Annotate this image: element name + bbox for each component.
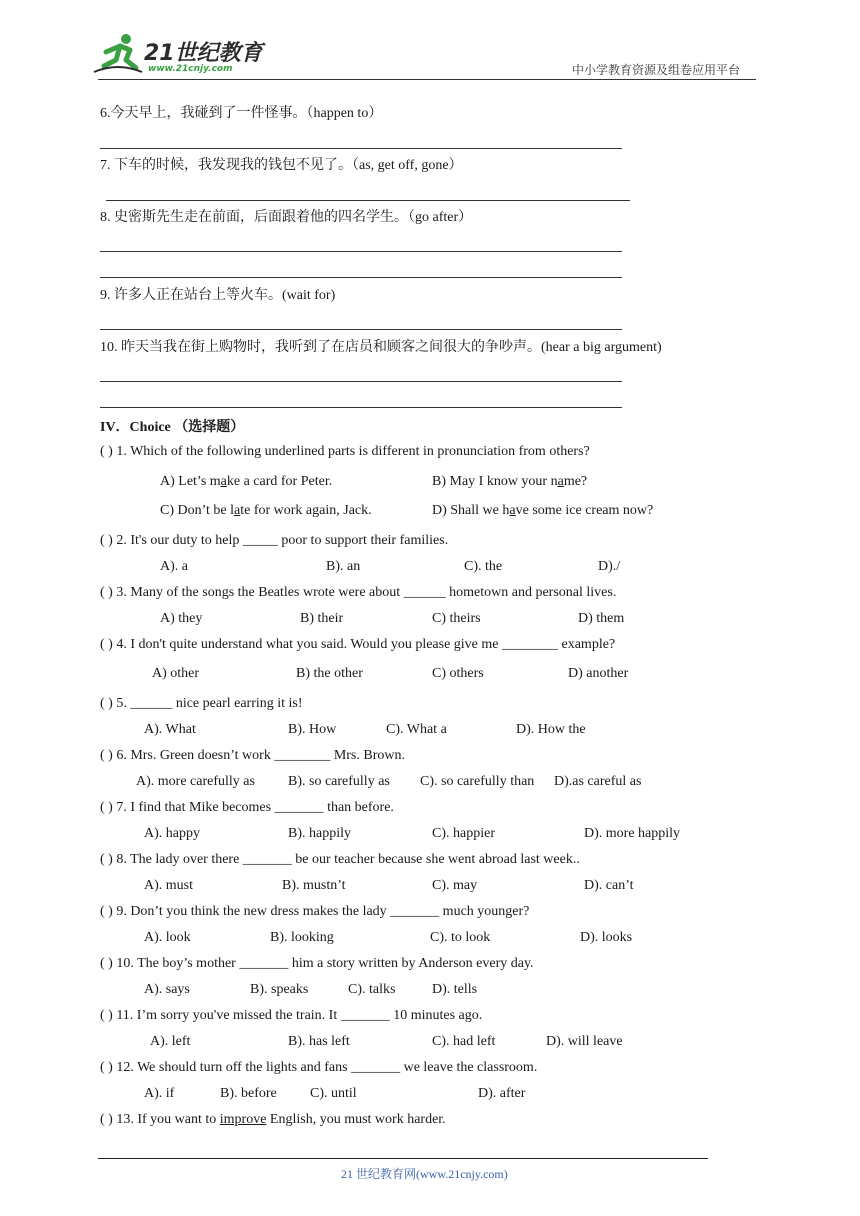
question-stem: ( ) 6. Mrs. Green doesn’t work ________ Mrs. Brown. xyxy=(100,748,405,763)
question-stem: ( ) 9. Don’t you think the new dress makes the lady _______ much younger? xyxy=(100,904,530,919)
translation-q6: 6.今天早上，我碰到了一件怪事。（happen to） xyxy=(100,106,383,121)
option-d: D). more happily xyxy=(584,826,681,841)
question-stem: ( ) 10. The boy’s mother _______ him a story written by Anderson every day. xyxy=(100,956,534,971)
option-d: D) Shall we have some ice cream now? xyxy=(432,503,654,518)
option-c: C). may xyxy=(432,878,478,893)
answer-line xyxy=(100,329,622,330)
option-a: A). more carefully as xyxy=(136,774,255,789)
option-c: C). to look xyxy=(430,930,491,945)
option-d: D). will leave xyxy=(546,1034,623,1049)
option-d: D)./ xyxy=(598,559,621,574)
option-a: A). look xyxy=(144,930,191,945)
answer-line xyxy=(100,407,622,408)
header-platform-text: 中小学教育资源及组卷应用平台 xyxy=(572,63,741,77)
section-title: IV．Choice （选择题） xyxy=(100,420,245,435)
option-c: C) others xyxy=(432,666,484,681)
footer-text[interactable]: 21 世纪教育网(www.21cnjy.com) xyxy=(341,1167,508,1181)
option-c: C). the xyxy=(464,559,503,574)
footer-rule xyxy=(98,1158,708,1159)
question-stem: ( ) 5. ______ nice pearl earring it is! xyxy=(100,696,303,711)
translation-q8: 8. 史密斯先生走在前面，后面跟着他的四名学生。（go after） xyxy=(100,210,473,225)
option-a: A). says xyxy=(144,982,190,997)
option-a: A) Let’s make a card for Peter. xyxy=(160,474,333,489)
option-b: B). happily xyxy=(288,826,351,841)
question-stem: ( ) 4. I don't quite understand what you said. Would you please give me ________ example? xyxy=(100,637,616,652)
option-d: D).as careful as xyxy=(554,774,642,789)
option-b: B). speaks xyxy=(250,982,309,997)
option-b: B). so carefully as xyxy=(288,774,390,789)
option-b: B) the other xyxy=(296,666,363,681)
option-a: A). a xyxy=(160,559,188,574)
question-stem: ( ) 13. If you want to improve English, you must work harder. xyxy=(100,1112,446,1127)
option-b: B). before xyxy=(220,1086,277,1101)
option-c: C) Don’t be late for work again, Jack. xyxy=(160,503,372,518)
option-c: C). had left xyxy=(432,1034,496,1049)
header-rule xyxy=(98,79,756,80)
option-a: A). must xyxy=(144,878,193,893)
answer-line xyxy=(100,251,622,252)
option-a: A). What xyxy=(144,722,196,737)
option-b: B) May I know your name? xyxy=(432,474,588,489)
option-d: D) another xyxy=(568,666,629,681)
option-b: B). looking xyxy=(270,930,334,945)
question-stem: ( ) 7. I find that Mike becomes _______ than before. xyxy=(100,800,394,815)
translation-q9: 9. 许多人正在站台上等火车。(wait for) xyxy=(100,288,336,303)
option-b: B). mustn’t xyxy=(282,878,346,893)
option-b: B). How xyxy=(288,722,337,737)
question-stem: ( ) 12. We should turn off the lights and fans _______ we leave the classroom. xyxy=(100,1060,538,1075)
answer-line xyxy=(100,148,622,149)
option-c: C). happier xyxy=(432,826,495,841)
option-b: B). has left xyxy=(288,1034,350,1049)
option-c: C) theirs xyxy=(432,611,481,626)
option-d: D). after xyxy=(478,1086,526,1101)
question-stem: ( ) 3. Many of the songs the Beatles wrote were about ______ hometown and personal lives. xyxy=(100,585,617,600)
option-c: C). until xyxy=(310,1086,357,1101)
question-stem: ( ) 2. It's our duty to help _____ poor to support their families. xyxy=(100,533,449,548)
logo-text: 21世纪教育 xyxy=(144,41,263,66)
answer-line xyxy=(100,277,622,278)
option-d: D) them xyxy=(578,611,625,626)
option-a: A). left xyxy=(150,1034,191,1049)
option-a: A) other xyxy=(152,666,200,681)
logo-url: www.21cnjy.com xyxy=(148,64,233,74)
translation-q10: 10. 昨天当我在街上购物时，我听到了在店员和顾客之间很大的争吵声。(hear a big argument) xyxy=(100,340,662,355)
question-stem: ( ) 1. Which of the following underlined parts is different in pronunciation from others? xyxy=(100,444,590,459)
runner-icon xyxy=(92,32,144,76)
option-c: C). talks xyxy=(348,982,396,997)
option-c: C). What a xyxy=(386,722,447,737)
option-d: D). looks xyxy=(580,930,633,945)
option-b: B). an xyxy=(326,559,361,574)
translation-q7: 7. 下车的时候，我发现我的钱包不见了。（as, get off, gone） xyxy=(100,158,463,173)
option-a: A). if xyxy=(144,1086,175,1101)
option-d: D). tells xyxy=(432,982,478,997)
option-d: D). can’t xyxy=(584,878,634,893)
question-stem: ( ) 8. The lady over there _______ be our teacher because she went abroad last week.. xyxy=(100,852,580,867)
answer-line xyxy=(100,381,622,382)
question-stem: ( ) 11. I’m sorry you've missed the train. It _______ 10 minutes ago. xyxy=(100,1008,483,1023)
logo xyxy=(92,32,262,80)
option-a: A) they xyxy=(160,611,203,626)
option-c: C). so carefully than xyxy=(420,774,535,789)
option-a: A). happy xyxy=(144,826,200,841)
option-d: D). How the xyxy=(516,722,586,737)
option-b: B) their xyxy=(300,611,344,626)
answer-line xyxy=(106,200,630,201)
